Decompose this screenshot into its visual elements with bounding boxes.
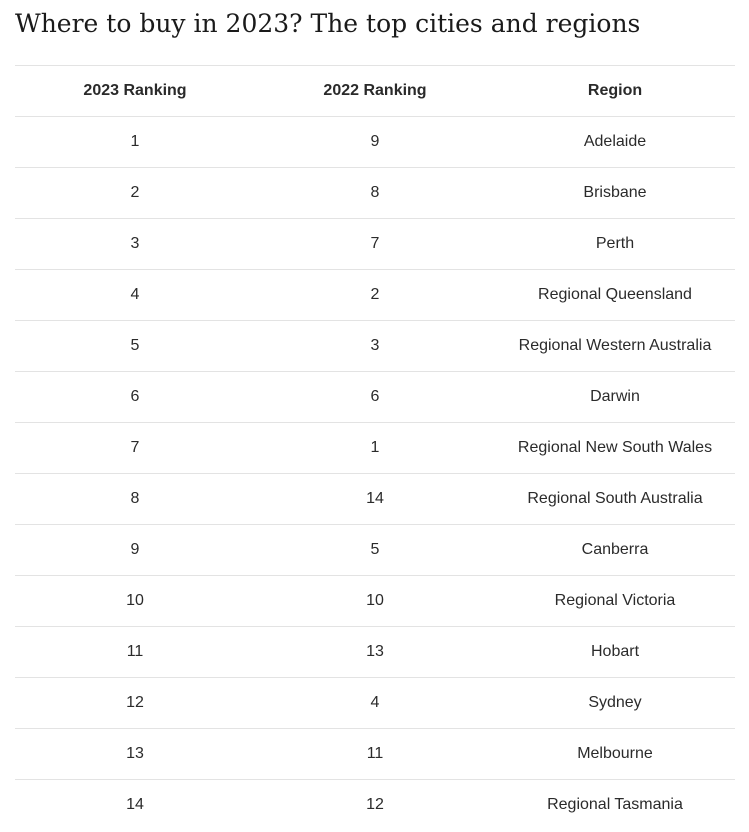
- cell-region: Canberra: [495, 525, 735, 576]
- cell-2023-ranking: 6: [15, 372, 255, 423]
- cell-region: Hobart: [495, 627, 735, 678]
- table-row: [15, 780, 735, 831]
- table-row: [15, 576, 735, 627]
- cell-region: Melbourne: [495, 729, 735, 780]
- cell-region: Regional South Australia: [495, 474, 735, 525]
- cell-2023-ranking: 1: [15, 117, 255, 168]
- cell-2022-ranking: 4: [255, 678, 495, 729]
- cell-2023-ranking: 10: [15, 576, 255, 627]
- header-2022-ranking: 2022 Ranking: [255, 66, 495, 117]
- table-row: [15, 423, 735, 474]
- header-region: Region: [495, 66, 735, 117]
- table-row: [15, 219, 735, 270]
- cell-2022-ranking: 12: [255, 780, 495, 831]
- cell-2022-ranking: 5: [255, 525, 495, 576]
- table-row: [15, 729, 735, 780]
- cell-2023-ranking: 8: [15, 474, 255, 525]
- cell-2022-ranking: 14: [255, 474, 495, 525]
- cell-2023-ranking: 2: [15, 168, 255, 219]
- cell-region: Perth: [495, 219, 735, 270]
- cell-2022-ranking: 9: [255, 117, 495, 168]
- cell-2023-ranking: 4: [15, 270, 255, 321]
- table-row: [15, 525, 735, 576]
- cell-2023-ranking: 7: [15, 423, 255, 474]
- cell-2023-ranking: 5: [15, 321, 255, 372]
- cell-2023-ranking: 11: [15, 627, 255, 678]
- cell-region: Regional Queensland: [495, 270, 735, 321]
- cell-2023-ranking: 12: [15, 678, 255, 729]
- cell-2022-ranking: 11: [255, 729, 495, 780]
- cell-2022-ranking: 10: [255, 576, 495, 627]
- cell-region: Adelaide: [495, 117, 735, 168]
- cell-2022-ranking: 1: [255, 423, 495, 474]
- cell-region: Brisbane: [495, 168, 735, 219]
- table-row: [15, 372, 735, 423]
- table-row: [15, 117, 735, 168]
- cell-2022-ranking: 3: [255, 321, 495, 372]
- cell-region: Regional Western Australia: [495, 321, 735, 372]
- cell-region: Regional Victoria: [495, 576, 735, 627]
- cell-2023-ranking: 9: [15, 525, 255, 576]
- cell-2023-ranking: 13: [15, 729, 255, 780]
- cell-region: Regional New South Wales: [495, 423, 735, 474]
- cell-2023-ranking: 14: [15, 780, 255, 831]
- table-row: [15, 168, 735, 219]
- header-2023-ranking: 2023 Ranking: [15, 66, 255, 117]
- cell-2022-ranking: 13: [255, 627, 495, 678]
- ranking-table: [15, 65, 735, 830]
- cell-2022-ranking: 2: [255, 270, 495, 321]
- table-row: [15, 270, 735, 321]
- cell-region: Darwin: [495, 372, 735, 423]
- cell-2022-ranking: 8: [255, 168, 495, 219]
- table-row: [15, 474, 735, 525]
- table-header-row: [15, 66, 735, 117]
- table-row: [15, 678, 735, 729]
- table-row: [15, 627, 735, 678]
- table-body: [15, 117, 735, 831]
- cell-2022-ranking: 6: [255, 372, 495, 423]
- cell-region: Sydney: [495, 678, 735, 729]
- page-title: Where to buy in 2023? The top cities and regions: [15, 9, 641, 38]
- cell-2022-ranking: 7: [255, 219, 495, 270]
- table-row: [15, 321, 735, 372]
- cell-2023-ranking: 3: [15, 219, 255, 270]
- cell-region: Regional Tasmania: [495, 780, 735, 831]
